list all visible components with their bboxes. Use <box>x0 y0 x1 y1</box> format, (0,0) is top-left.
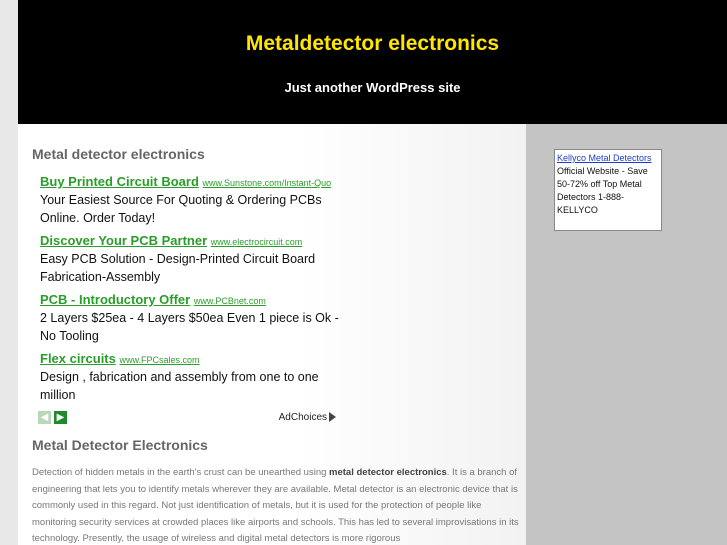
sidebar-ad <box>554 149 662 231</box>
adchoices-link[interactable] <box>279 412 336 423</box>
site-tagline: Just another WordPress site <box>284 80 461 95</box>
ad-item <box>40 351 340 404</box>
site-title[interactable]: Metaldetector electronics <box>245 32 500 55</box>
ad-url-link[interactable]: www.Sunstone.com/Instant-Quo <box>202 178 332 188</box>
main-content <box>18 124 526 545</box>
ad-description: Easy PCB Solution - Design-Printed Circuit Board Fabrication-Assembly <box>40 252 316 284</box>
sidebar-ad-text: Official Website - Save 50-72% off Top Metal Detectors 1-888-KELLYCO <box>557 166 648 215</box>
body-text-start: Detection of hidden metals in the earth's crust can be unearthed using <box>32 467 330 478</box>
page-title: Metal detector electronics <box>32 146 205 162</box>
ad-title-link[interactable]: Buy Printed Circuit Board <box>40 174 199 189</box>
ad-title-link[interactable]: Flex circuits <box>40 351 116 366</box>
site-header <box>18 0 727 124</box>
section-title: Metal Detector Electronics <box>32 437 208 453</box>
ad-title-link[interactable]: Discover Your PCB Partner <box>40 233 208 248</box>
ad-block <box>40 174 340 410</box>
body-text-end: . It is a branch of engineering that lets you to identify metals wherever they are available. Metal detector is an electronic device that is commonly used in this regard. Not just identification of metals, but it is used for the protection of people like monitoring security services at crowded places like airports and schools. This has led to several improvisations in its technology. Presently, the usage of wireless and digital metal detectors is more rigorous <box>32 467 519 544</box>
article-body <box>32 465 522 545</box>
ad-item <box>40 174 340 227</box>
ad-url-link[interactable]: www.FPCsales.com <box>119 355 200 365</box>
ad-description: Design , fabrication and assembly from one to one million <box>40 370 319 402</box>
left-gutter <box>0 0 18 545</box>
ad-url-link[interactable]: www.PCBnet.com <box>193 296 266 306</box>
ad-url-link[interactable]: www.electrocircuit.com <box>210 237 303 247</box>
chevron-right-icon[interactable]: ▶ <box>54 411 67 424</box>
sidebar-ad-link[interactable]: Kellyco Metal Detectors <box>557 153 652 163</box>
adchoices-label: AdChoices <box>278 412 327 423</box>
body-bold-keyword: metal detector electronics <box>329 467 447 478</box>
adchoices-triangle-icon <box>329 412 336 422</box>
ad-item <box>40 292 340 345</box>
ad-description: 2 Layers $25ea - 4 Layers $50ea Even 1 piece is Ok - No Tooling <box>40 311 339 343</box>
ad-description: Your Easiest Source For Quoting & Ordering PCBs Online. Order Today! <box>40 193 322 225</box>
ad-item <box>40 233 340 286</box>
ad-title-link[interactable]: PCB - Introductory Offer <box>40 292 191 307</box>
chevron-left-icon[interactable]: ◀ <box>38 411 51 424</box>
ad-nav-row <box>38 411 338 427</box>
